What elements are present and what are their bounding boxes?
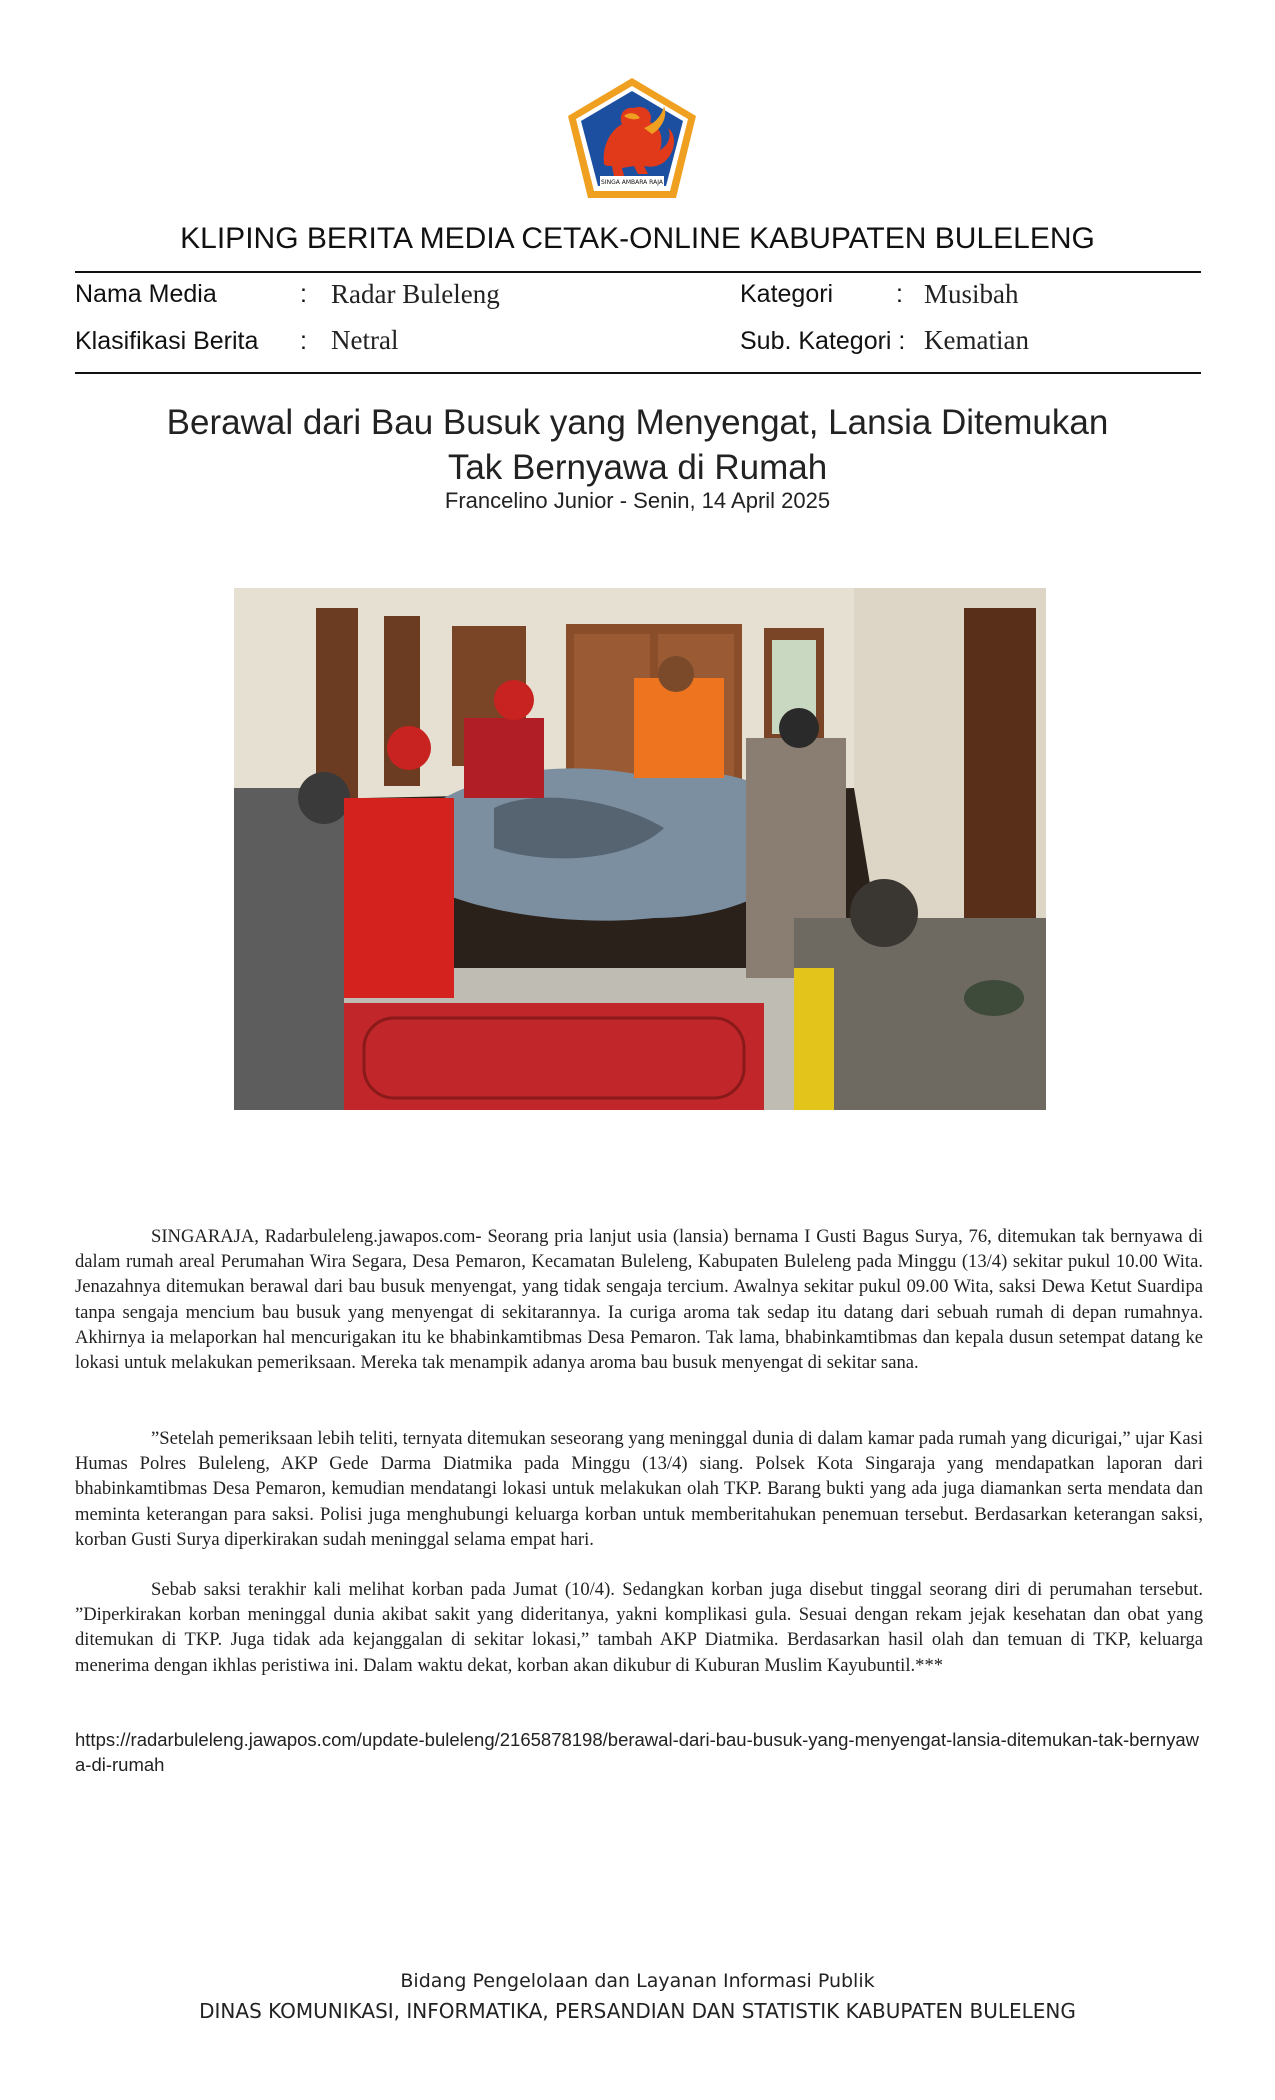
category-colon: :: [896, 280, 903, 308]
news-classification-colon: :: [300, 327, 307, 355]
article-paragraph-1: [75, 1224, 1203, 1375]
media-name-colon: :: [300, 280, 307, 308]
footer-agency: DINAS KOMUNIKASI, INFORMATIKA, PERSANDIAN DAN STATISTIK KABUPATEN BULELENG: [199, 1999, 1076, 2023]
svg-text:SINGA AMBARA RAJA: SINGA AMBARA RAJA: [601, 179, 663, 186]
category-label: Kategori: [740, 280, 834, 308]
media-name-label: Nama Media: [75, 280, 217, 308]
paragraph-text: ”Setelah pemeriksaan lebih teliti, ternyata ditemukan seseorang yang meninggal dunia di dalam kamar pada rumah yang dicurigai,” ujar Kasi Humas Polres Buleleng, AKP Gede Darma Diatmika pada Minggu (13/4) siang. Polsek Kota Singaraja yang mendapatkan laporan dari bhabinkamtibmas Desa Pemaron, kemudian mendatangi lokasi untuk melakukan olah TKP. Barang bukti yang ada juga diamankan serta mendata dan meminta keterangan para saksi. Polisi juga menghubungi keluarga korban untuk memberitahukan penemuan tersebut. Berdasarkan keterangan saksi, korban Gusti Surya diperkirakan sudah meninggal selama empat hari.: [75, 1428, 1203, 1550]
news-photo: [234, 588, 1046, 1110]
subcategory-value: Kematian: [924, 325, 1029, 355]
news-classification-value: Netral: [331, 325, 399, 355]
paragraph-text: SINGARAJA, Radarbuleleng.jawapos.com- Seorang pria lanjut usia (lansia) bernama I Gusti Bagus Surya, 76, ditemukan tak bernyawa di dalam rumah areal Perumahan Wira Segara, Desa Pemaron, Kecamatan Buleleng, Kabupaten Buleleng pada Minggu (13/4) sekitar pukul 10.00 Wita. Jenazahnya ditemukan berawal dari bau busuk menyengat, yang tidak sengaja tercium. Awalnya sekitar pukul 09.00 Wita, saksi Dewa Ketut Suardipa tanpa sengaja mencium bau busuk yang menyengat di sekitarannya. Ia curiga aroma tak sedap itu datang dari sebuah rumah di depan rumahnya. Akhirnya ia melaporkan hal mencurigakan itu ke bhabinkamtibmas Desa Pemaron. Tak lama, bhabinkamtibmas dan kepala dusun setempat datang ke lokasi untuk melakukan pemeriksaan. Mereka tak menampik adanya aroma bau busuk menyengat di sekitar sana.: [75, 1226, 1203, 1374]
header-divider: [75, 271, 1201, 273]
article-paragraph-2: [75, 1426, 1203, 1552]
headline-line-2: Tak Bernyawa di Rumah: [447, 448, 828, 487]
headline-line-1: Berawal dari Bau Busuk yang Menyengat, Lansia Ditemukan: [166, 403, 1109, 442]
category-value: Musibah: [924, 279, 1019, 309]
news-classification-label: Klasifikasi Berita: [75, 327, 259, 355]
source-url[interactable]: https://radarbuleleng.jawapos.com/update-buleleng/2165878198/berawal-dari-bau-busuk-yang-menyengat-lansia-ditemukan-tak-bernyawa-di-rumah: [75, 1729, 1200, 1775]
clipping-title: KLIPING BERITA MEDIA CETAK-ONLINE KABUPATEN BULELENG: [180, 222, 1095, 255]
media-name-value: Radar Buleleng: [331, 279, 500, 309]
paragraph-text: Sebab saksi terakhir kali melihat korban pada Jumat (10/4). Sedangkan korban juga disebut tinggal seorang diri di perumahan tersebut. ”Diperkirakan korban meninggal dunia akibat sakit yang dideritanya, yakni komplikasi gula. Sesuai dengan rekam jejak kesehatan dan obat yang ditemukan di TKP. Juga tidak ada kejanggalan di sekitar lokasi,” tambah AKP Diatmika. Berdasarkan hasil olah dan temuan di TKP, keluarga menerima dengan ikhlas peristiwa ini. Dalam waktu dekat, korban akan dikubur di Kuburan Muslim Kayubuntil.***: [75, 1579, 1203, 1676]
article-paragraph-3: [75, 1577, 1203, 1678]
footer-division: Bidang Pengelolaan dan Layanan Informasi Publik: [400, 1970, 875, 1992]
meta-divider: [75, 372, 1201, 374]
buleleng-emblem-icon: [564, 76, 700, 200]
byline: Francelino Junior - Senin, 14 April 2025: [444, 488, 831, 513]
subcategory-label: Sub. Kategori :: [740, 327, 906, 355]
